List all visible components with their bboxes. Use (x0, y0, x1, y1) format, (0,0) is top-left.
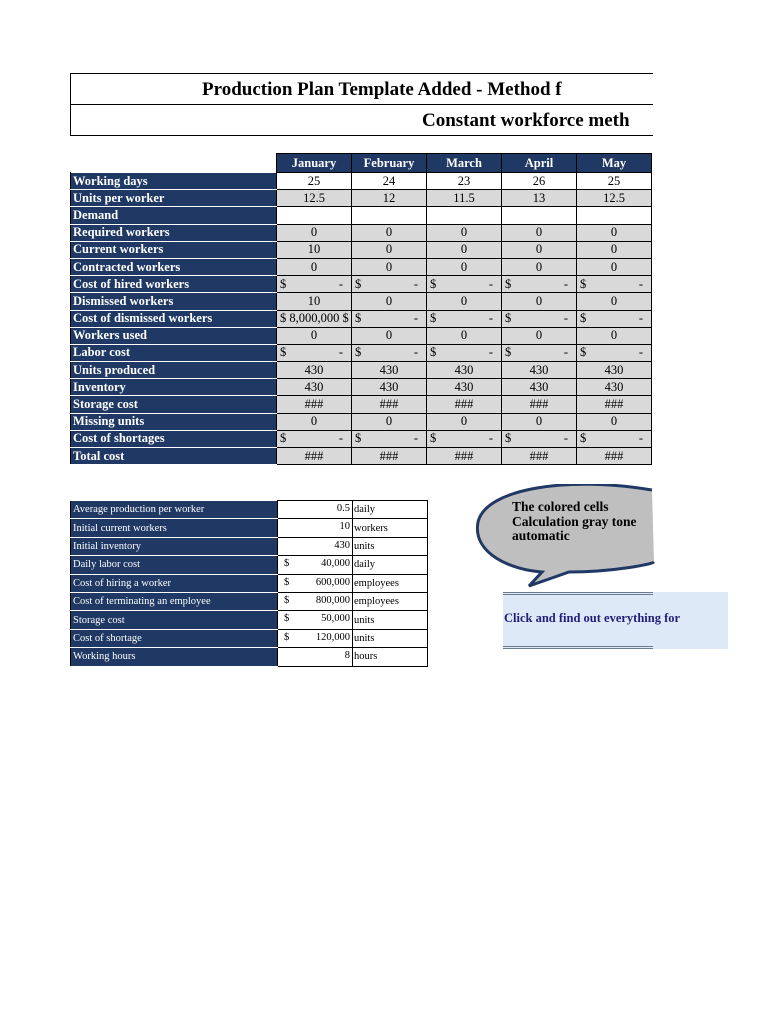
param-row (71, 501, 428, 519)
parameters-table (70, 500, 428, 667)
data-cell: ### (577, 448, 652, 465)
data-cell: ### (502, 396, 577, 413)
data-cell: 0 (352, 241, 427, 258)
param-value[interactable]: 8 (278, 648, 353, 666)
data-cell: 0 (502, 413, 577, 430)
month-header: April (502, 154, 577, 173)
note-text: The colored cells Calculation gray tone automatic (512, 499, 637, 543)
row-label: Workers used (71, 327, 277, 344)
table-row (71, 327, 652, 344)
param-value[interactable]: 0.5 (278, 501, 353, 519)
data-cell[interactable]: 26 (502, 173, 577, 190)
param-unit: units (353, 611, 428, 629)
row-label: Cost of dismissed workers (71, 310, 277, 327)
param-row (71, 592, 428, 610)
page-subtitle: Constant workforce meth (422, 110, 630, 131)
row-label: Dismissed workers (71, 293, 277, 310)
data-cell: $ - (427, 310, 502, 327)
param-label: Cost of shortage (71, 629, 278, 647)
month-header: May (577, 154, 652, 173)
data-cell[interactable]: 23 (427, 173, 502, 190)
table-row (71, 430, 652, 447)
table-row (71, 448, 652, 465)
row-label: Storage cost (71, 396, 277, 413)
data-cell: $ - (352, 344, 427, 361)
table-row (71, 241, 652, 258)
row-label: Working days (71, 173, 277, 190)
data-cell: 0 (352, 224, 427, 241)
table-row (71, 413, 652, 430)
data-cell: $ - (277, 276, 352, 293)
data-cell: ### (352, 396, 427, 413)
data-cell: 0 (352, 258, 427, 275)
data-cell: 0 (427, 224, 502, 241)
data-cell: $ - (277, 430, 352, 447)
data-cell: 0 (577, 224, 652, 241)
data-cell: 430 (577, 362, 652, 379)
param-value[interactable]: $ 40,000 (278, 556, 353, 574)
data-cell: $ - (577, 344, 652, 361)
row-label: Units per worker (71, 190, 277, 207)
data-cell: $ - (352, 310, 427, 327)
data-cell: ### (427, 396, 502, 413)
data-cell: 0 (277, 258, 352, 275)
data-cell: $ - (352, 276, 427, 293)
data-cell: 0 (577, 241, 652, 258)
param-value[interactable]: 10 (278, 519, 353, 537)
param-unit: employees (353, 574, 428, 592)
row-label: Cost of hired workers (71, 276, 277, 293)
data-cell: $ - (502, 276, 577, 293)
data-cell[interactable]: 25 (277, 173, 352, 190)
data-cell: 430 (427, 379, 502, 396)
row-label: Inventory (71, 379, 277, 396)
data-cell: $ - (577, 276, 652, 293)
production-table (70, 153, 652, 465)
data-cell: 430 (277, 379, 352, 396)
row-label: Units produced (71, 362, 277, 379)
data-cell: 430 (352, 379, 427, 396)
param-row (71, 556, 428, 574)
data-cell: 0 (427, 293, 502, 310)
table-row (71, 362, 652, 379)
table-row (71, 310, 652, 327)
data-cell: 430 (352, 362, 427, 379)
param-label: Average production per worker (71, 501, 278, 519)
data-cell: 0 (577, 293, 652, 310)
table-row (71, 190, 652, 207)
data-cell: 0 (277, 327, 352, 344)
data-cell[interactable] (502, 207, 577, 224)
data-cell: $ - (502, 310, 577, 327)
data-cell: 0 (427, 241, 502, 258)
data-cell: 430 (502, 362, 577, 379)
data-cell: $ - (502, 430, 577, 447)
data-cell: 430 (502, 379, 577, 396)
param-row (71, 574, 428, 592)
param-row (71, 648, 428, 666)
row-label: Missing units (71, 413, 277, 430)
data-cell: 12 (352, 190, 427, 207)
param-value[interactable]: 430 (278, 537, 353, 555)
table-row (71, 224, 652, 241)
param-unit: units (353, 537, 428, 555)
param-unit: units (353, 629, 428, 647)
param-unit: employees (353, 592, 428, 610)
row-label: Contracted workers (71, 258, 277, 275)
data-cell: ### (277, 396, 352, 413)
data-cell: ### (277, 448, 352, 465)
param-unit: daily (353, 501, 428, 519)
data-cell: 0 (502, 258, 577, 275)
data-cell: 0 (352, 327, 427, 344)
data-cell: 0 (277, 224, 352, 241)
row-label: Labor cost (71, 344, 277, 361)
data-cell: 13 (502, 190, 577, 207)
row-label: Current workers (71, 241, 277, 258)
param-label: Cost of hiring a worker (71, 574, 278, 592)
data-cell: $ - (577, 310, 652, 327)
param-label: Working hours (71, 648, 278, 666)
data-cell: 11.5 (427, 190, 502, 207)
table-row (71, 379, 652, 396)
month-header: March (427, 154, 502, 173)
param-row (71, 519, 428, 537)
data-cell: 0 (502, 224, 577, 241)
data-cell: 430 (277, 362, 352, 379)
data-cell: ### (502, 448, 577, 465)
table-row (71, 344, 652, 361)
param-row (71, 611, 428, 629)
data-cell: 12.5 (577, 190, 652, 207)
param-label: Initial inventory (71, 537, 278, 555)
param-unit: workers (353, 519, 428, 537)
data-cell: ### (427, 448, 502, 465)
data-cell[interactable] (352, 207, 427, 224)
data-cell: 10 (277, 293, 352, 310)
data-cell: ### (577, 396, 652, 413)
data-cell[interactable] (277, 207, 352, 224)
row-label: Demand (71, 207, 277, 224)
param-unit: hours (353, 648, 428, 666)
param-label: Cost of terminating an employee (71, 592, 278, 610)
param-value[interactable]: $ 800,000 (278, 592, 353, 610)
row-label: Total cost (71, 448, 277, 465)
table-row (71, 258, 652, 275)
table-row (71, 396, 652, 413)
data-cell: $ - (427, 344, 502, 361)
table-row (71, 173, 652, 190)
data-cell: 0 (502, 241, 577, 258)
data-cell[interactable] (427, 207, 502, 224)
row-label: Cost of shortages (71, 430, 277, 447)
data-cell[interactable]: 24 (352, 173, 427, 190)
data-cell: 0 (277, 413, 352, 430)
param-value[interactable]: $ 600,000 (278, 574, 353, 592)
data-cell: 0 (577, 327, 652, 344)
param-label: Storage cost (71, 611, 278, 629)
data-cell: $ - (427, 430, 502, 447)
data-cell: 0 (577, 258, 652, 275)
param-value[interactable]: $ 120,000 (278, 629, 353, 647)
param-value[interactable]: $ 50,000 (278, 611, 353, 629)
month-header-row (71, 154, 652, 173)
table-row (71, 293, 652, 310)
data-cell: 0 (427, 258, 502, 275)
data-cell: $ 8,000,000 $ (277, 310, 352, 327)
data-cell: 0 (427, 327, 502, 344)
data-cell: $ - (277, 344, 352, 361)
table-row (71, 207, 652, 224)
page-title: Production Plan Template Added - Method f (202, 79, 562, 100)
data-cell: $ - (427, 276, 502, 293)
data-cell: 0 (502, 293, 577, 310)
data-cell: $ - (352, 430, 427, 447)
table-row (71, 276, 652, 293)
info-box (503, 592, 728, 649)
param-label: Daily labor cost (71, 556, 278, 574)
data-cell[interactable]: 25 (577, 173, 652, 190)
month-header: February (352, 154, 427, 173)
info-link[interactable]: Click and find out everything for (504, 611, 681, 625)
data-cell: 10 (277, 241, 352, 258)
data-cell: ### (352, 448, 427, 465)
title-box (70, 73, 653, 136)
data-cell: 0 (427, 413, 502, 430)
param-row (71, 629, 428, 647)
data-cell: 0 (352, 413, 427, 430)
data-cell: 0 (352, 293, 427, 310)
data-cell: $ - (577, 430, 652, 447)
data-cell: 0 (502, 327, 577, 344)
data-cell: $ - (502, 344, 577, 361)
data-cell: 430 (427, 362, 502, 379)
param-row (71, 537, 428, 555)
month-header: January (277, 154, 352, 173)
data-cell[interactable] (577, 207, 652, 224)
data-cell: 430 (577, 379, 652, 396)
data-cell: 0 (577, 413, 652, 430)
row-label: Required workers (71, 224, 277, 241)
param-unit: daily (353, 556, 428, 574)
param-label: Initial current workers (71, 519, 278, 537)
data-cell: 12.5 (277, 190, 352, 207)
